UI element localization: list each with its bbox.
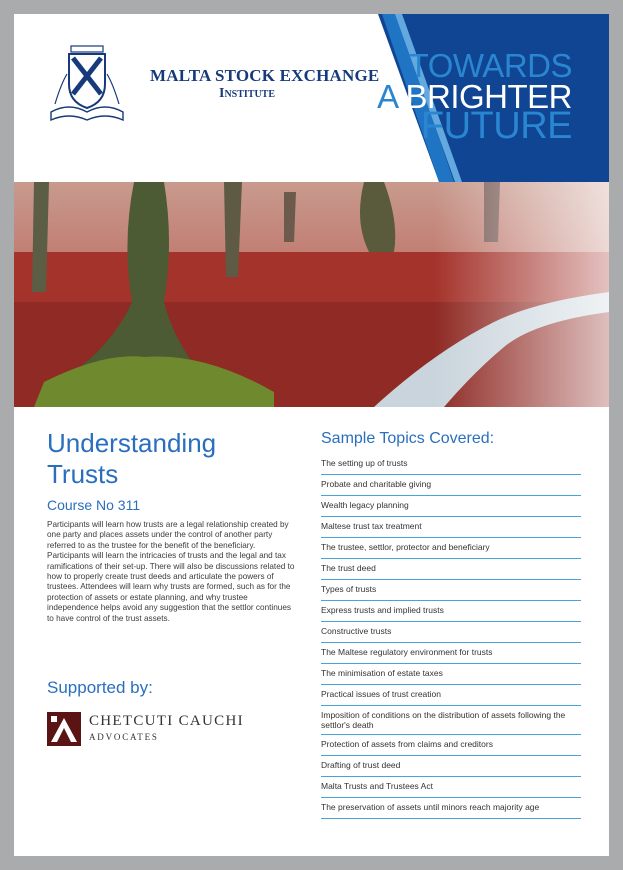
topic-item: The setting up of trusts (321, 454, 581, 475)
course-title-line2: Trusts (47, 459, 119, 489)
topic-item: Protection of assets from claims and creditors (321, 735, 581, 756)
forest-photo (14, 182, 609, 407)
topic-item: Imposition of conditions on the distribution of assets following the settlor's death (321, 706, 581, 735)
course-description: Participants will learn how trusts are a legal relationship created by one party and places assets under the control of another party referred to as the trustee for the benefit of the beneficiary. Participants will learn the intricacies of trusts and the legal and tax ramifications of their set-up. There will also be discussions related to how to properly create trust deeds and articulate the powers of trustees. Attendees will learn why trusts are formed, such as for the protection of assets or estate planning, and why trustee independence helps avoid any suggestion that the settlor continues to have control of the trust assets. (47, 520, 295, 623)
crest-logo-icon (47, 44, 127, 124)
org-name: MALTA STOCK EXCHANGE (150, 66, 380, 85)
tagline-a: A (377, 78, 397, 115)
sponsor-emblem-icon (47, 712, 81, 746)
sponsor-name: CHETCUTI CAUCHI (89, 713, 244, 729)
topic-item: Express trusts and implied trusts (321, 601, 581, 622)
sponsor-subtitle: ADVOCATES (89, 732, 159, 742)
topic-item: Probate and charitable giving (321, 475, 581, 496)
topic-item: The preservation of assets until minors reach majority age (321, 798, 581, 819)
topic-item: Wealth legacy planning (321, 496, 581, 517)
topics-list (321, 454, 581, 819)
brochure-page (14, 14, 609, 856)
tagline-line1: TOWARDS (408, 47, 572, 84)
topics-heading: Sample Topics Covered: (321, 430, 495, 447)
tagline-brighter: BRIGHTER (405, 78, 572, 115)
topic-item: Constructive trusts (321, 622, 581, 643)
topic-item: Practical issues of trust creation (321, 685, 581, 706)
tagline-line3: FUTURE (420, 105, 572, 147)
topic-item: Types of trusts (321, 580, 581, 601)
topic-item: The trustee, settlor, protector and beneficiary (321, 538, 581, 559)
course-title-line1: Understanding (47, 428, 217, 458)
org-subtitle: Institute (219, 86, 276, 101)
supported-by-heading: Supported by: (47, 678, 153, 697)
course-title (47, 428, 216, 490)
topic-item: Malta Trusts and Trustees Act (321, 777, 581, 798)
course-number: Course No 311 (47, 497, 141, 513)
topic-item: Maltese trust tax treatment (321, 517, 581, 538)
topic-item: The trust deed (321, 559, 581, 580)
topic-item: Drafting of trust deed (321, 756, 581, 777)
topic-item: The minimisation of estate taxes (321, 664, 581, 685)
topic-item: The Maltese regulatory environment for trusts (321, 643, 581, 664)
